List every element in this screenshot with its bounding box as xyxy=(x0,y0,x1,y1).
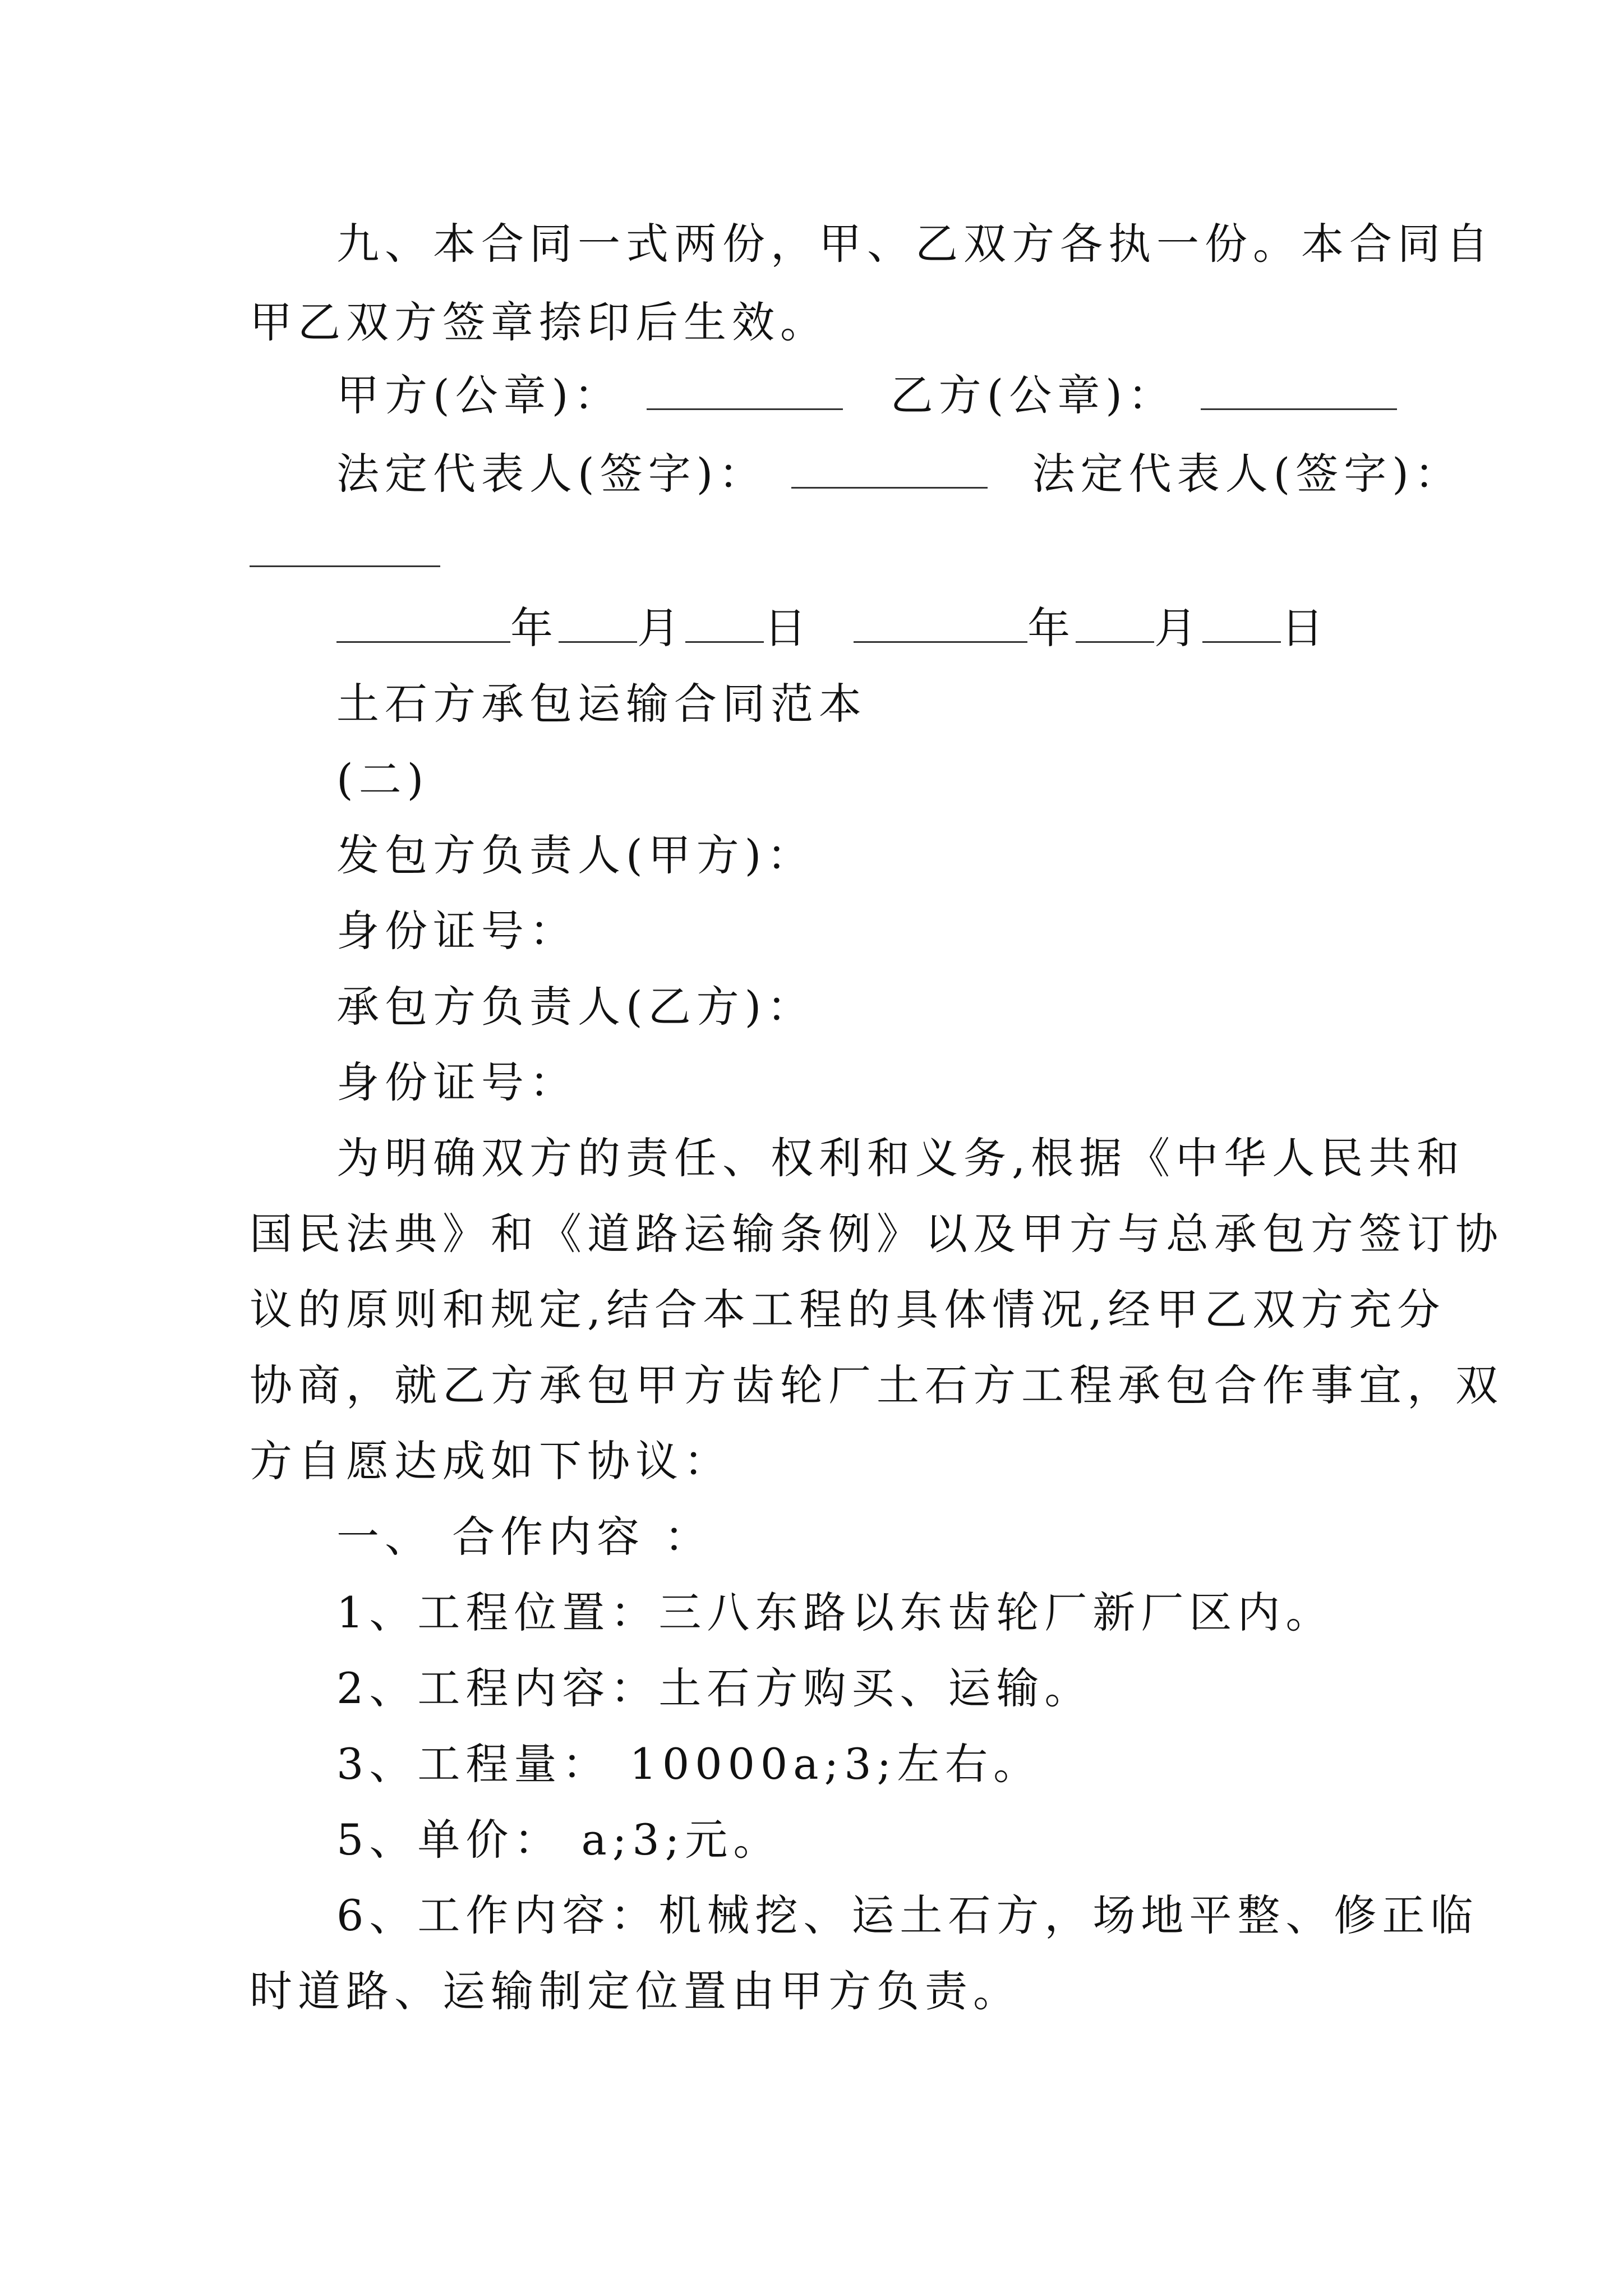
party-a-year-blank xyxy=(336,604,510,643)
party-a-month-label: 月 xyxy=(637,603,685,653)
date-row xyxy=(336,600,1329,656)
party-b-month-blank xyxy=(1076,604,1154,643)
representative-row xyxy=(336,446,1463,502)
party-b-year-label: 年 xyxy=(1027,603,1076,653)
party-a-day-label: 日 xyxy=(764,603,812,653)
preamble-line-1: 为明确双方的责任、权利和义务,根据《中华人民共和 xyxy=(336,1133,1465,1183)
section1-heading: 一、 合作内容 ： xyxy=(336,1512,713,1562)
party-a-rep-label: 法定代表人(签字)： xyxy=(336,449,767,499)
party-b-month-label: 月 xyxy=(1154,603,1203,653)
contractor-id-field: 身份证号： xyxy=(336,1057,578,1107)
document-title: 土石方承包运输合同范本 xyxy=(336,679,867,729)
item-2: 2、工程内容：土石方购买、运输。 xyxy=(336,1663,1093,1713)
party-a-seal-blank xyxy=(647,371,843,410)
item-5: 5、单价： a;3;元。 xyxy=(336,1815,782,1865)
party-b-rep-blank xyxy=(250,528,440,567)
party-a-rep-blank xyxy=(791,450,988,489)
contractor-field: 承包方负责人(乙方)： xyxy=(336,982,815,1032)
employer-field: 发包方负责人(甲方)： xyxy=(336,830,815,880)
item-6-line-2: 时道路、运输制定位置由甲方负责。 xyxy=(250,1966,1021,2016)
item-3: 3、工程量： 10000a;3;左右。 xyxy=(336,1739,1042,1789)
party-b-year-blank xyxy=(854,604,1027,643)
party-b-rep-continuation xyxy=(250,524,440,581)
employer-id-field: 身份证号： xyxy=(336,906,578,956)
party-a-day-blank xyxy=(685,604,764,643)
party-b-rep-label: 法定代表人(签字)： xyxy=(1032,449,1463,499)
item-6-line-1: 6、工作内容：机械挖、运土石方，场地平整、修正临 xyxy=(336,1890,1479,1940)
party-b-day-label: 日 xyxy=(1281,603,1330,653)
seal-row xyxy=(336,367,1397,424)
party-b-seal-blank xyxy=(1201,371,1397,410)
party-b-day-blank xyxy=(1202,604,1281,643)
party-a-month-blank xyxy=(559,604,637,643)
party-b-seal-label: 乙方(公章)： xyxy=(890,370,1176,420)
item-1: 1、工程位置：三八东路以东齿轮厂新厂区内。 xyxy=(336,1588,1334,1637)
clause9-line2: 甲乙双方签章捺印后生效。 xyxy=(250,297,828,347)
preamble-line-3: 议的原则和规定,结合本工程的具体情况,经甲乙双方充分 xyxy=(250,1285,1446,1335)
document-subtitle: (二) xyxy=(336,754,430,804)
preamble-line-2: 国民法典》和《道路运输条例》以及甲方与总承包方签订协 xyxy=(250,1209,1504,1259)
preamble-line-4: 协商，就乙方承包甲方齿轮厂土石方工程承包合作事宜，双 xyxy=(250,1360,1504,1410)
party-a-seal-label: 甲方(公章)： xyxy=(336,370,623,420)
clause9-line1: 九、本合同一式两份，甲、乙双方各执一份。本合同自 xyxy=(336,219,1494,269)
preamble-line-5: 方自愿达成如下协议： xyxy=(250,1436,732,1486)
party-a-year-label: 年 xyxy=(510,603,559,653)
